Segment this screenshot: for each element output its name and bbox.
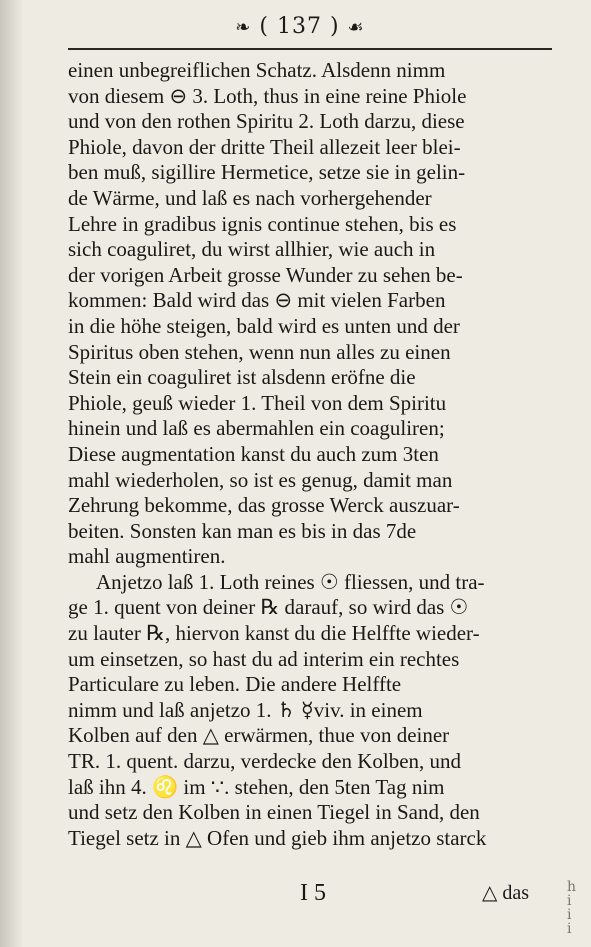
text-line: in die höhe steigen, bald wird es unten und der xyxy=(68,313,460,338)
signature-mark: I 5 xyxy=(300,880,326,906)
text-line: Zehrung bekomme, das grosse Werck auszuar- xyxy=(68,493,460,518)
text-line: Phiole, geuß wieder 1. Theil von dem Spiritu xyxy=(68,390,447,415)
text-line: und setz den Kolben in einen Tiegel in Sand, den xyxy=(68,800,480,825)
edge-marks: h i i i xyxy=(567,879,577,937)
text-line: TR. 1. quent. darzu, verdecke den Kolben, und xyxy=(68,749,462,774)
text-line: zu lauter ℞, hiervon kanst du die Helffte wieder- xyxy=(68,621,480,646)
page-gutter xyxy=(0,0,22,947)
text-line: der vorigen Arbeit grosse Wunder zu sehen be- xyxy=(68,262,463,287)
text-line: sich coaguliret, du wirst allhier, wie auch in xyxy=(68,237,436,262)
page-number: ( 137 ) xyxy=(259,14,340,39)
text-line: mahl wiederholen, so ist es genug, damit man xyxy=(68,467,453,492)
text-line: de Wärme, und laß es nach vorhergehender xyxy=(68,185,432,210)
text-line: Stein ein coaguliret ist alsdenn eröfne die xyxy=(68,365,416,390)
text-line: Phiole, davon der dritte Theil allezeit leer blei- xyxy=(68,134,461,159)
body-text xyxy=(68,58,552,851)
text-line: und von den rothen Spiritu 2. Loth darzu, diese xyxy=(68,109,465,134)
ornament-right: ☙ xyxy=(347,17,365,38)
text-line: mahl augmentiren. xyxy=(68,544,226,569)
catchword: △ das xyxy=(482,882,530,904)
text-line: einen unbegreiflichen Schatz. Alsdenn nimm xyxy=(68,58,446,82)
text-line: hinein und laß es abermahlen ein coaguliren; xyxy=(68,416,445,441)
text-line: nimm und laß anjetzo 1. ♄ ☿viv. in einem xyxy=(68,697,423,722)
text-line: beiten. Sonsten kan man es bis in das 7de xyxy=(68,518,417,543)
ornament-left: ❧ xyxy=(235,17,252,38)
text-line: Tiegel setz in △ Ofen und gieb ihm anjetzo starck xyxy=(68,825,487,850)
header-rule xyxy=(68,48,552,50)
text-line: Diese augmentation kanst du auch zum 3ten xyxy=(68,441,439,466)
text-line: Kolben auf den △ erwärmen, thue von deiner xyxy=(68,723,450,748)
text-line: von diesem ⊖ 3. Loth, thus in eine reine Phiole xyxy=(68,83,467,108)
text-line: laß ihn 4. ♌ im ∵. stehen, den 5ten Tag nim xyxy=(68,774,445,799)
page-header xyxy=(190,14,410,40)
text-line: Spiritus oben stehen, wenn nun alles zu einen xyxy=(68,339,451,364)
text-line: Anjetzo laß 1. Loth reines ☉ fliessen, und tra- xyxy=(96,569,485,594)
page-footer xyxy=(0,880,591,920)
text-line: um einsetzen, so hast du ad interim ein rechtes xyxy=(68,646,460,671)
text-line: ben muß, sigillire Hermetice, setze sie in gelin- xyxy=(68,160,466,185)
text-line: ge 1. quent von deiner ℞ darauf, so wird das ☉ xyxy=(68,595,469,620)
text-line: Particulare zu leben. Die andere Helffte xyxy=(68,672,402,697)
text-line: kommen: Bald wird das ⊖ mit vielen Farben xyxy=(68,288,446,313)
text-line: Lehre in gradibus ignis continue stehen, bis es xyxy=(68,211,457,236)
